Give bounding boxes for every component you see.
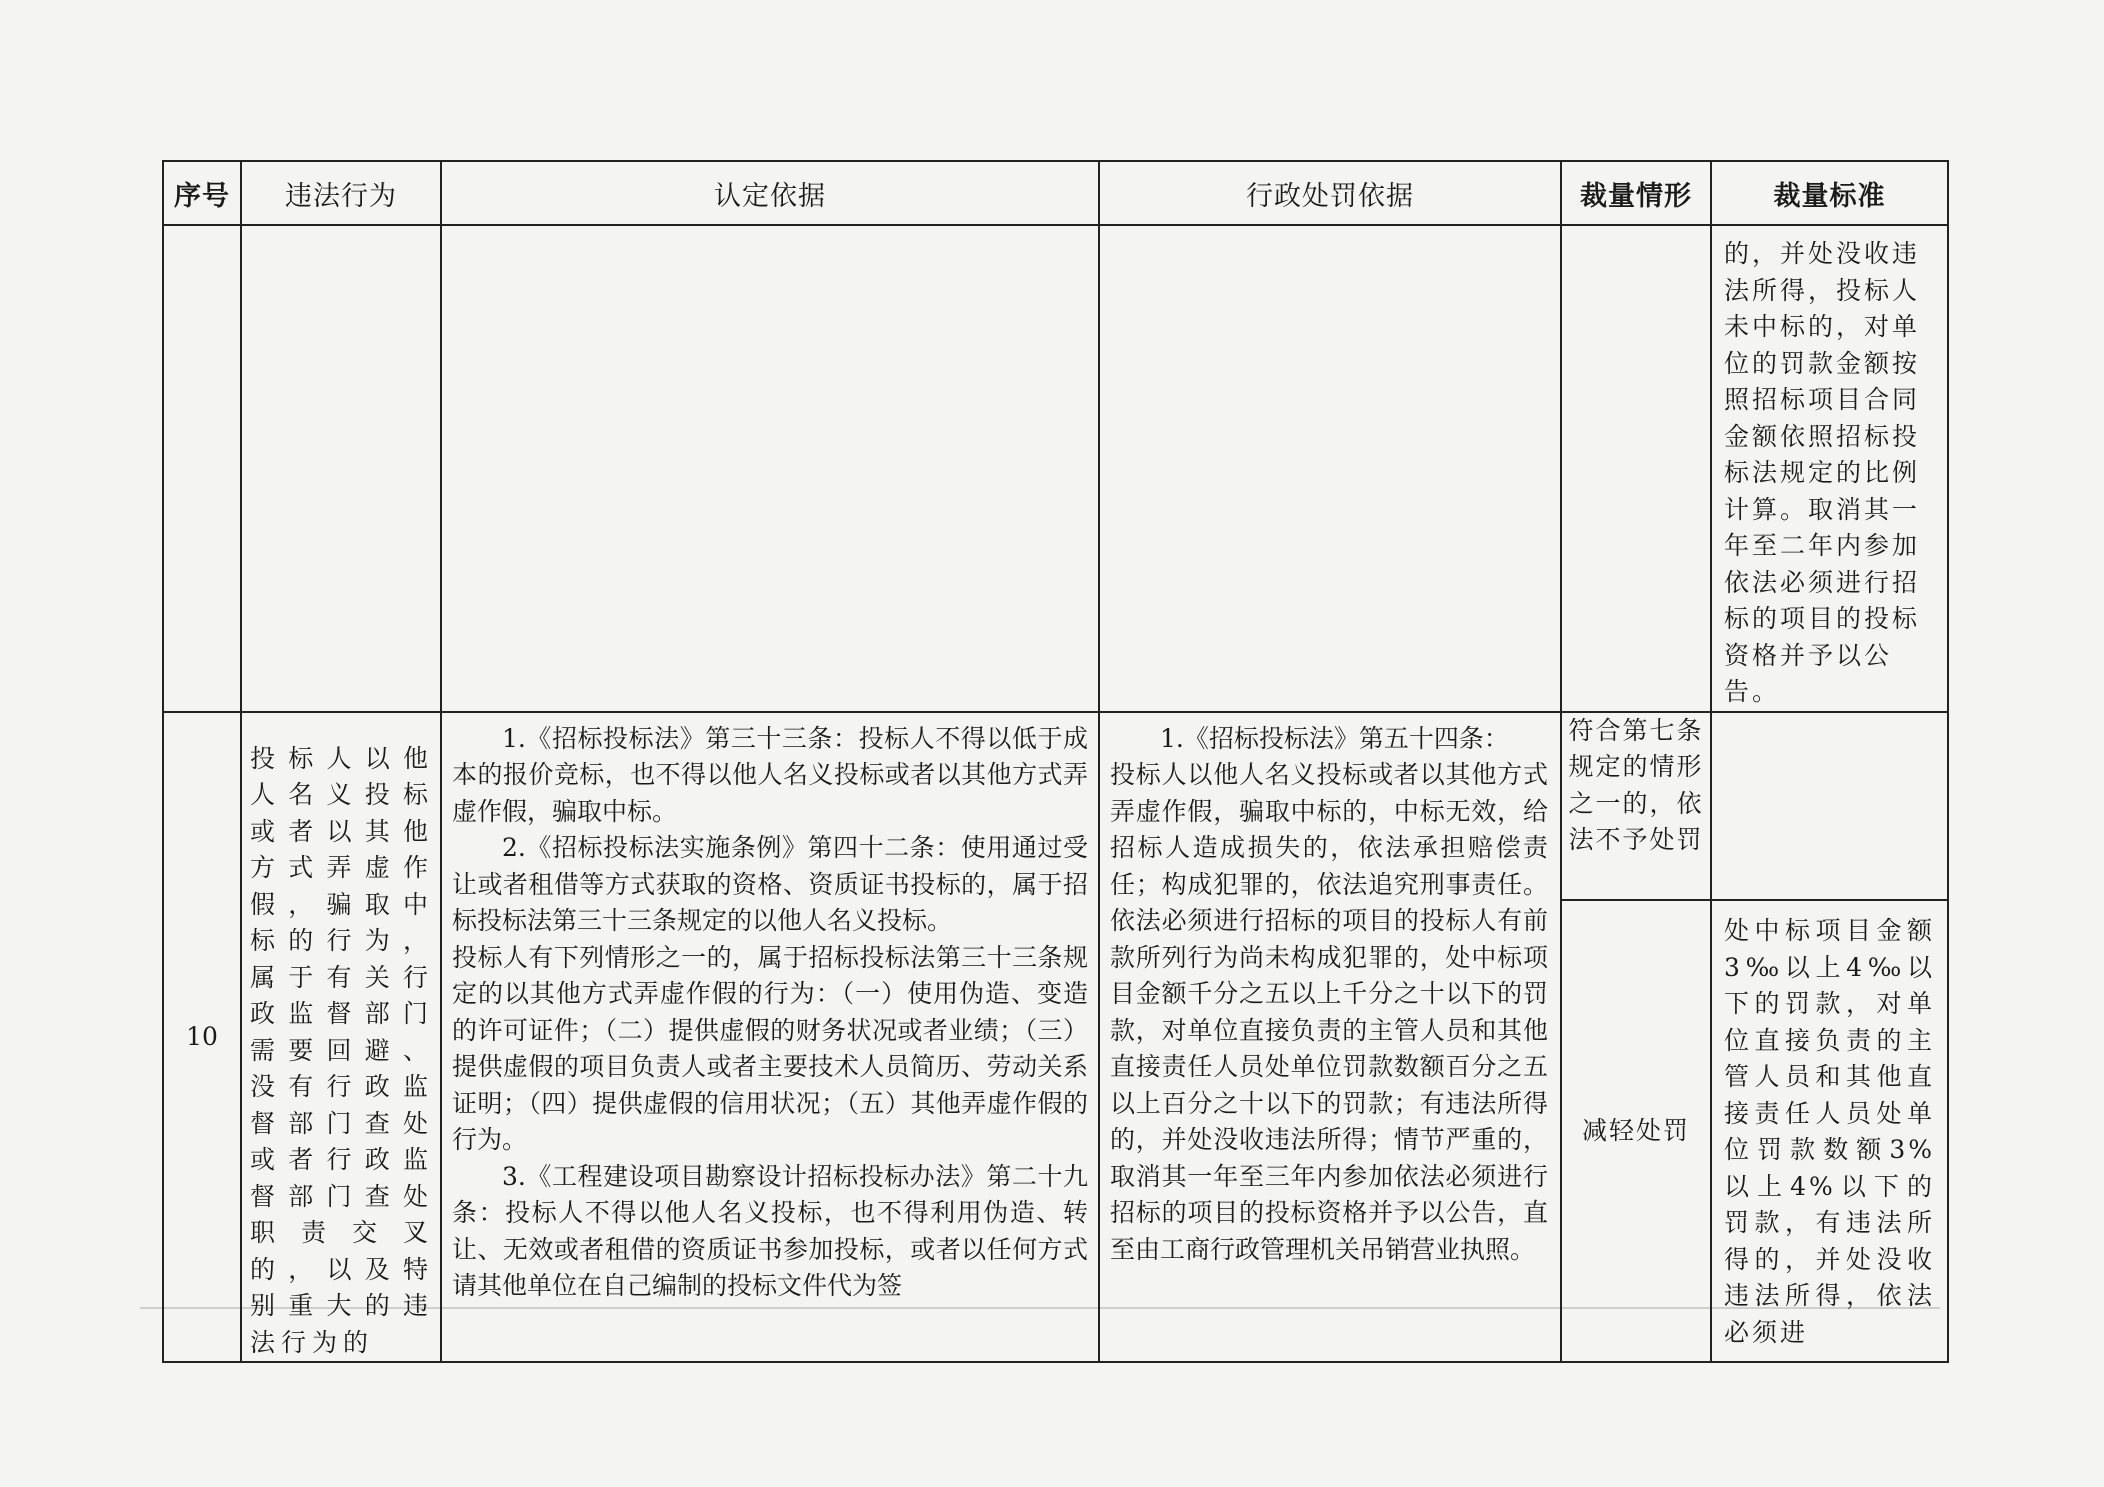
discretion-standard-table xyxy=(162,160,1949,1363)
continued-basis-cell xyxy=(441,225,1099,712)
continued-standard-text: 的，并处没收违法所得，投标人未中标的，对单位的罚款金额按照招标项目合同金额依照招标投标法规定的比例计算。取消其一年至二年内参加依法必须进行招标的项目的投标资格并予以公告。 xyxy=(1724,239,1921,706)
row-10-standard-2: 处中标项目金额3‰以上4‰以下的罚款，对单位直接负责的主管人员和其他直接责任人员处单位罚款数额3%以上4%以下的罚款，有违法所得的，并处没收违法所得，依法必须进 xyxy=(1724,916,1935,1347)
row-10-penalty-cell xyxy=(1099,712,1561,1363)
basis-paragraph-4: 3.《工程建设项目勘察设计招标投标办法》第二十九条：投标人不得以他人名义投标，也不得利用伪造、转让、无效或者租借的资质证书参加投标，或者以任何方式请其他单位在自己编制的投标文件代为签 xyxy=(452,1161,1088,1300)
row-10-standard-2-cell xyxy=(1711,900,1948,1362)
row-10-basis-cell xyxy=(441,712,1099,1363)
penalty-paragraph-1: 1.《招标投标法》第五十四条： xyxy=(1160,723,1509,753)
header-row xyxy=(163,161,1948,225)
header-basis: 认定依据 xyxy=(441,161,1099,225)
header-seq: 序号 xyxy=(163,161,241,225)
basis-paragraph-3: 投标人有下列情形之一的，属于招标投标法第三十三条规定的以其他方式弄虚作假的行为：（一）使用伪造、变造的许可证件；（二）提供虚假的财务状况或者业绩；（三）提供虚假的项目负责人或者主要技术人员简历、劳动关系证明；（四）提供虚假的信用状况；（五）其他弄虚作假的行为。 xyxy=(452,942,1088,1154)
basis-paragraph-2: 2.《招标投标法实施条例》第四十二条：使用通过受让或者租借等方式获取的资格、资质证书投标的，属于招标投标法第三十三条规定的以他人名义投标。 xyxy=(452,833,1088,935)
row-10-circumstance-2: 减轻处罚 xyxy=(1561,900,1711,1362)
table-row-10-upper xyxy=(163,712,1948,901)
header-violation: 违法行为 xyxy=(241,161,441,225)
row-10-circumstance-1: 符合第七条规定的情形之一的，依法不予处罚 xyxy=(1561,712,1711,901)
header-circumstance: 裁量情形 xyxy=(1561,161,1711,225)
row-10-seq: 10 xyxy=(163,712,241,1363)
row-10-standard-1 xyxy=(1711,712,1948,901)
header-standard: 裁量标准 xyxy=(1711,161,1948,225)
row-10-violation-cell xyxy=(241,712,441,1363)
continued-row xyxy=(163,225,1948,712)
penalty-paragraph-2: 投标人以他人名义投标或者以其他方式弄虚作假，骗取中标的，中标无效，给招标人造成损失的，依法承担赔偿责任；构成犯罪的，依法追究刑事责任。依法必须进行招标的项目的投标人有前款所列行为尚未构成犯罪的，处中标项目金额千分之五以上千分之十以下的罚款，对单位直接负责的主管人员和其他直接责任人员处单位罚款数额百分之五以上百分之十以下的罚款；有违法所得的，并处没收违法所得；情节严重的，取消其一年至三年内参加依法必须进行招标的项目的投标资格并予以公告，直至由工商行政管理机关吊销营业执照。 xyxy=(1110,760,1548,1264)
continued-violation-cell xyxy=(241,225,441,712)
header-penalty-basis: 行政处罚依据 xyxy=(1099,161,1561,225)
basis-paragraph-1: 1.《招标投标法》第三十三条：投标人不得以低于成本的报价竞标，也不得以他人名义投标或者以其他方式弄虚作假，骗取中标。 xyxy=(452,723,1088,826)
continued-seq-cell xyxy=(163,225,241,712)
continued-circumstance-cell xyxy=(1561,225,1711,712)
row-10-violation-text: 投标人以他人名义投标或者以其他方式弄虚作假，骗取中标的行为，属于有关行政监督部门需要回避、没有行政监督部门查处或者行政监督部门查处职责交叉的，以及特别重大的违法行为的 xyxy=(250,743,434,1357)
continued-penalty-cell xyxy=(1099,225,1561,712)
continued-standard-cell xyxy=(1711,225,1948,712)
